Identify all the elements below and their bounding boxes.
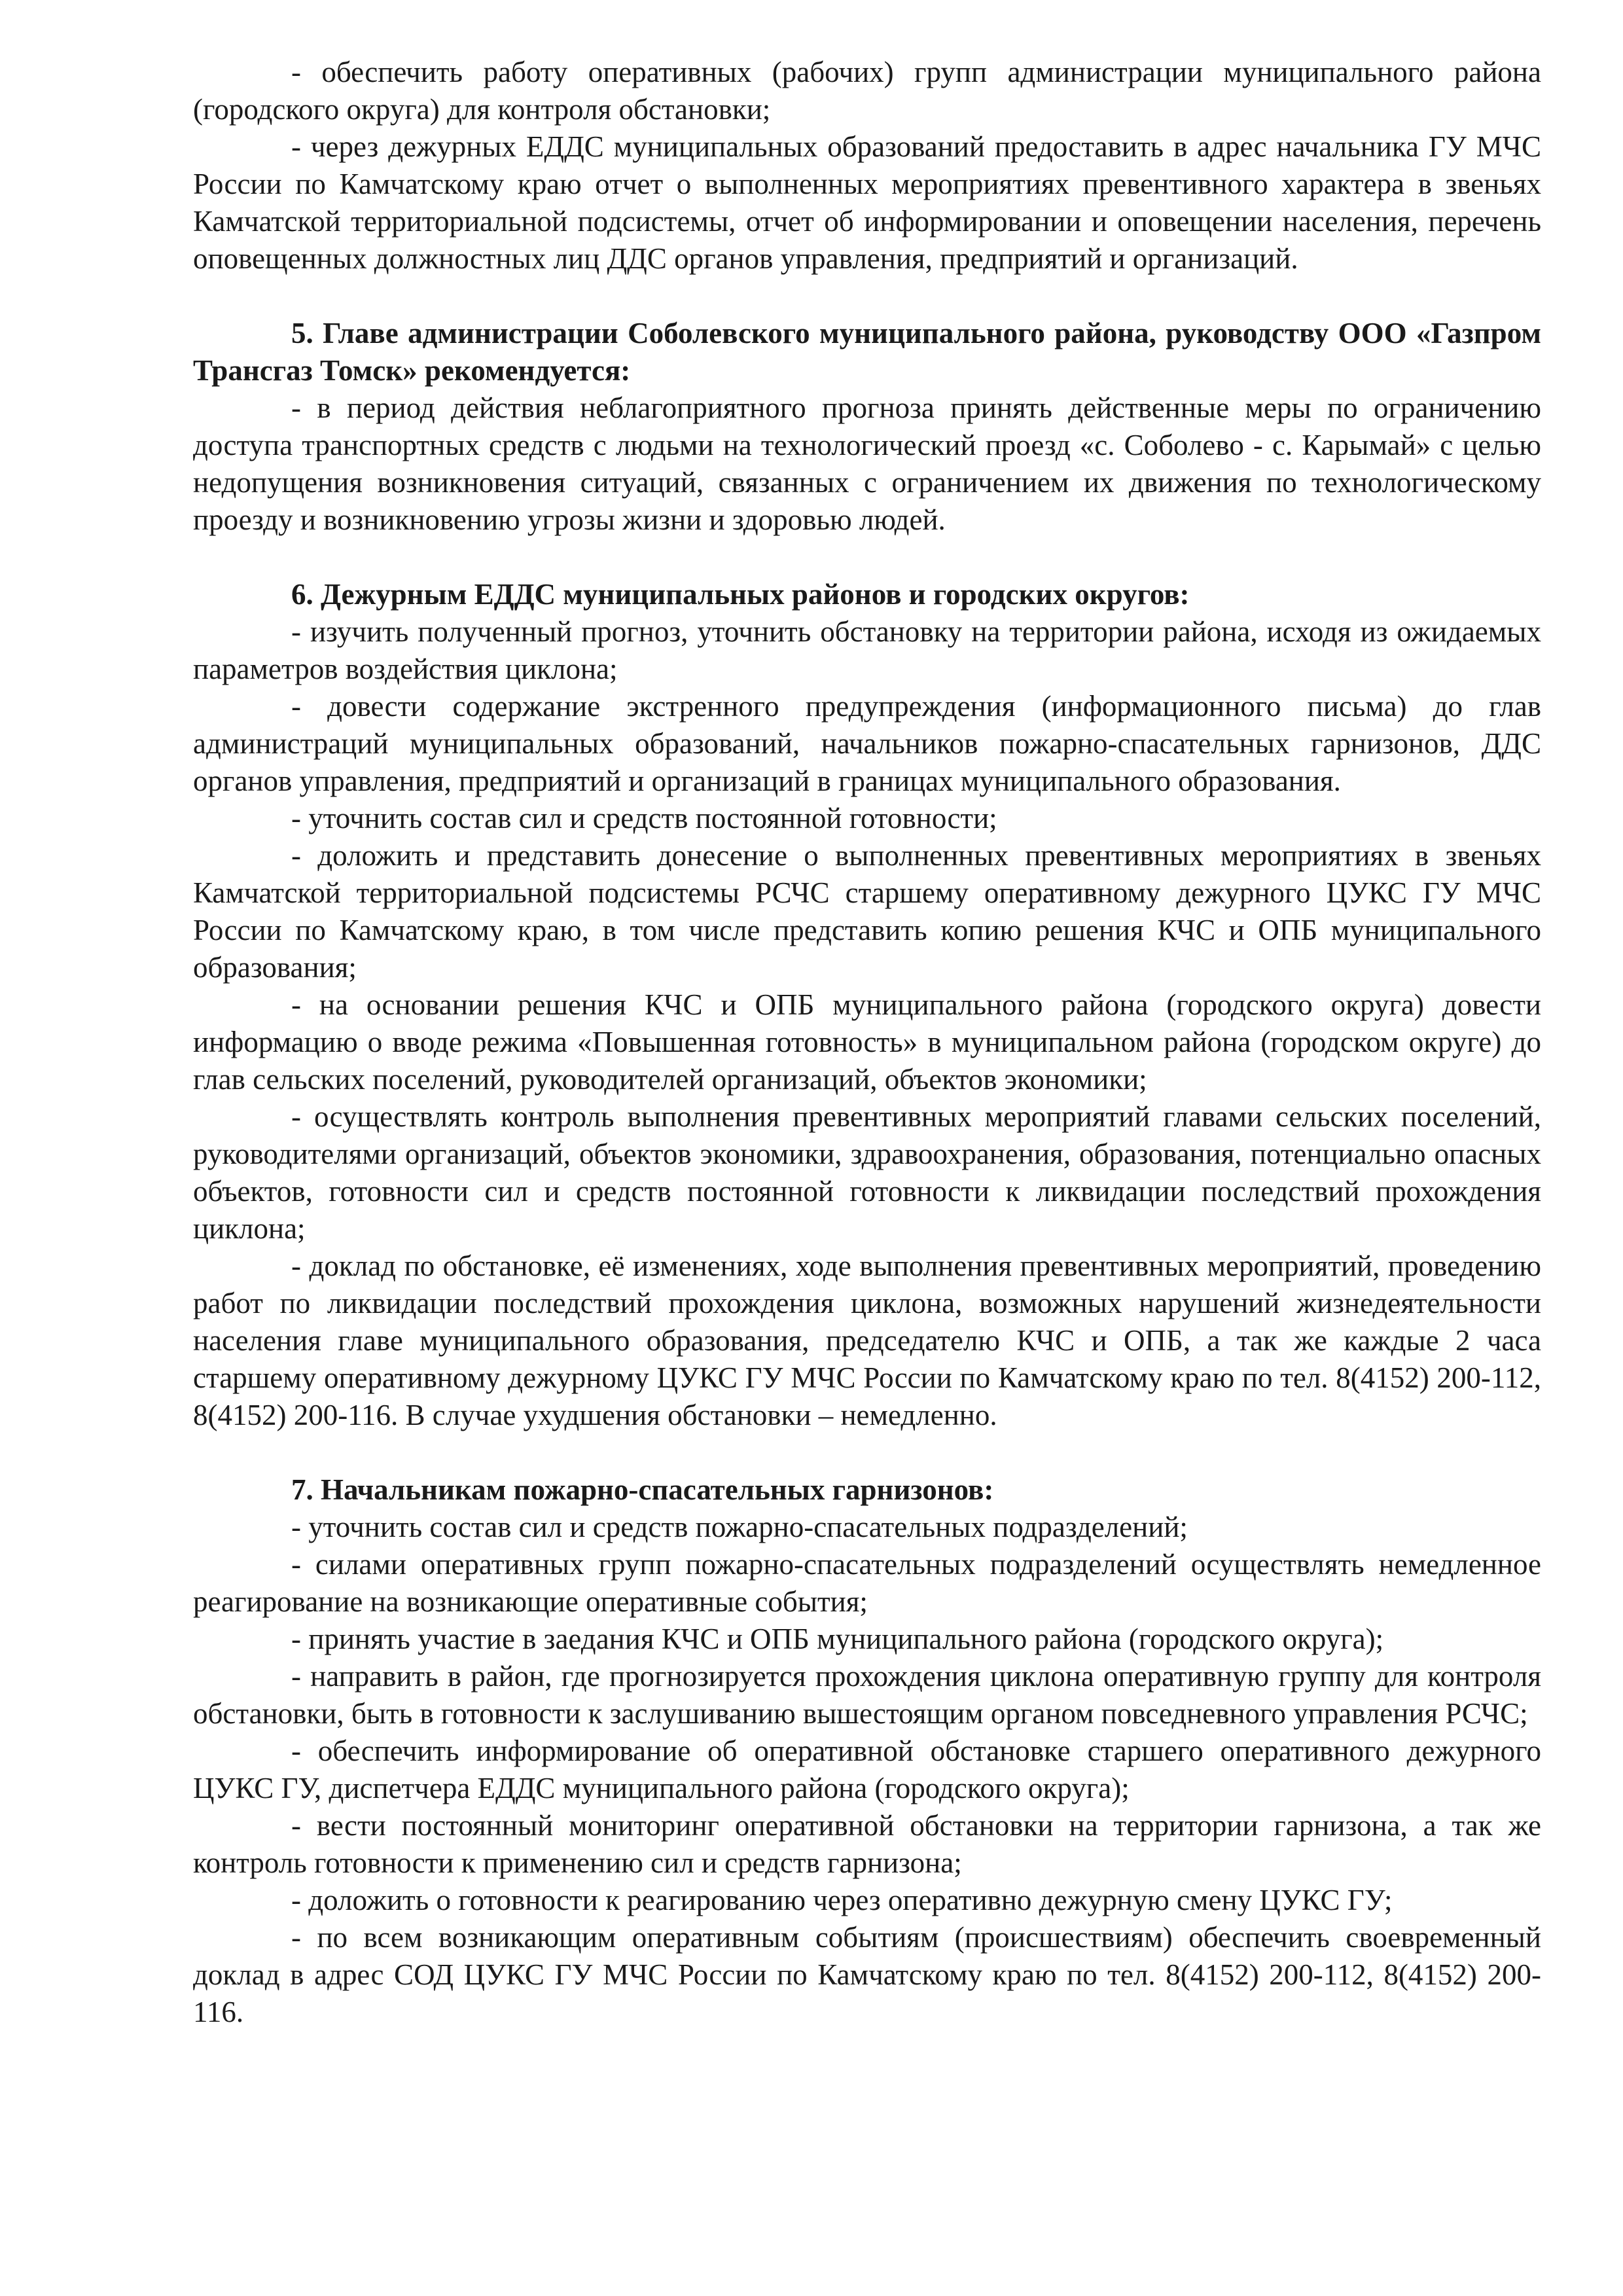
section-7-item-2: - силами оперативных групп пожарно-спасательных подразделений осуществлять немедленное реагирование на возникающие оперативные события; [193, 1548, 1541, 1618]
section-6-item-4: - доложить и представить донесение о выполненных превентивных мероприятиях в звеньях Камчатской территориальной подсистемы РСЧС старшему оперативному дежурного ЦУКС ГУ МЧС России по Камчатскому краю, в том числе представить копию решения КЧС и ОПБ муниципального образования; [193, 839, 1541, 984]
section-7-item-6: - вести постоянный мониторинг оперативной обстановки на территории гарнизона, а так же контроль готовности к применению сил и средств гарнизона; [193, 1809, 1541, 1879]
section-7-item-4: - направить в район, где прогнозируется прохождения циклона оперативную группу для контроля обстановки, быть в готовности к заслушиванию вышестоящим органом повседневного управления РСЧС; [193, 1660, 1541, 1730]
section-6-heading: 6. Дежурным ЕДДС муниципальных районов и городских округов: [291, 578, 1190, 611]
spacer [193, 539, 1541, 576]
section-7-item-7: - доложить о готовности к реагированию через оперативно дежурную смену ЦУКС ГУ; [291, 1884, 1393, 1916]
section-6-item-5: - на основании решения КЧС и ОПБ муниципального района (городского округа) довести информацию о вводе режима «Повышенная готовность» в муниципальном района (городском округе) до глав сельских поселений, руководителей организаций, объектов экономики; [193, 988, 1541, 1096]
document-page [193, 54, 1541, 2031]
spacer [193, 1434, 1541, 1471]
section-6-item-6: - осуществлять контроль выполнения превентивных мероприятий главами сельских поселений, руководителями организаций, объектов экономики, здравоохранения, образования, потенциально опасных объектов, готовности сил и средств постоянной готовности к ликвидации последствий прохождения циклона; [193, 1100, 1541, 1245]
section-5-item-1: - в период действия неблагоприятного прогноза принять действенные меры по ограничению доступа транспортных средств с людьми на технологический проезд «с. Соболево - с. Карымай» с целью недопущения возникновения ситуаций, связанных с ограничением их движения по технологическому проезду и возникновению угрозы жизни и здоровью людей. [193, 391, 1541, 536]
section-6-item-7: - доклад по обстановке, её изменениях, ходе выполнения превентивных мероприятий, проведению работ по ликвидации последствий прохождения циклона, возможных нарушений жизнедеятельности населения главе муниципального образования, председателю КЧС и ОПБ, а так же каждые 2 часа старшему оперативному дежурному ЦУКС ГУ МЧС России по Камчатскому краю по тел. 8(4152) 200-112, 8(4152) 200-116. В случае ухудшения обстановки – немедленно. [193, 1249, 1541, 1431]
section-6-item-1: - изучить полученный прогноз, уточнить обстановку на территории района, исходя из ожидаемых параметров воздействия циклона; [193, 615, 1541, 685]
intro-paragraph-2: - через дежурных ЕДДС муниципальных образований предоставить в адрес начальника ГУ МЧС России по Камчатскому краю отчет о выполненных мероприятиях превентивного характера в звеньях Камчатской территориальной подсистемы, отчет об информировании и оповещении населения, перечень оповещенных должностных лиц ДДС органов управления, предприятий и организаций. [193, 130, 1541, 275]
section-6-item-3: - уточнить состав сил и средств постоянной готовности; [291, 802, 997, 834]
section-7-item-5: - обеспечить информирование об оперативной обстановке старшего оперативного дежурного ЦУКС ГУ, диспетчера ЕДДС муниципального района (городского округа); [193, 1734, 1541, 1804]
section-5-heading: 5. Главе администрации Соболевского муниципального района, руководству ООО «Газпром Трансгаз Томск» рекомендуется: [193, 317, 1541, 387]
section-7-heading: 7. Начальникам пожарно-спасательных гарнизонов: [291, 1473, 994, 1506]
section-7-item-3: - принять участие в заедания КЧС и ОПБ муниципального района (городского округа); [291, 1623, 1384, 1655]
spacer [193, 278, 1541, 315]
section-7-item-8: - по всем возникающим оперативным событиям (происшествиям) обеспечить своевременный доклад в адрес СОД ЦУКС ГУ МЧС России по Камчатскому краю по тел. 8(4152) 200-112, 8(4152) 200-116. [193, 1921, 1541, 2028]
section-7-item-1: - уточнить состав сил и средств пожарно-спасательных подразделений; [291, 1511, 1188, 1543]
section-6-item-2: - довести содержание экстренного предупреждения (информационного письма) до глав администраций муниципальных образований, начальников пожарно-спасательных гарнизонов, ДДС органов управления, предприятий и организаций в границах муниципального образования. [193, 690, 1541, 797]
intro-paragraph-1: - обеспечить работу оперативных (рабочих) групп администрации муниципального района (городского округа) для контроля обстановки; [193, 56, 1541, 126]
